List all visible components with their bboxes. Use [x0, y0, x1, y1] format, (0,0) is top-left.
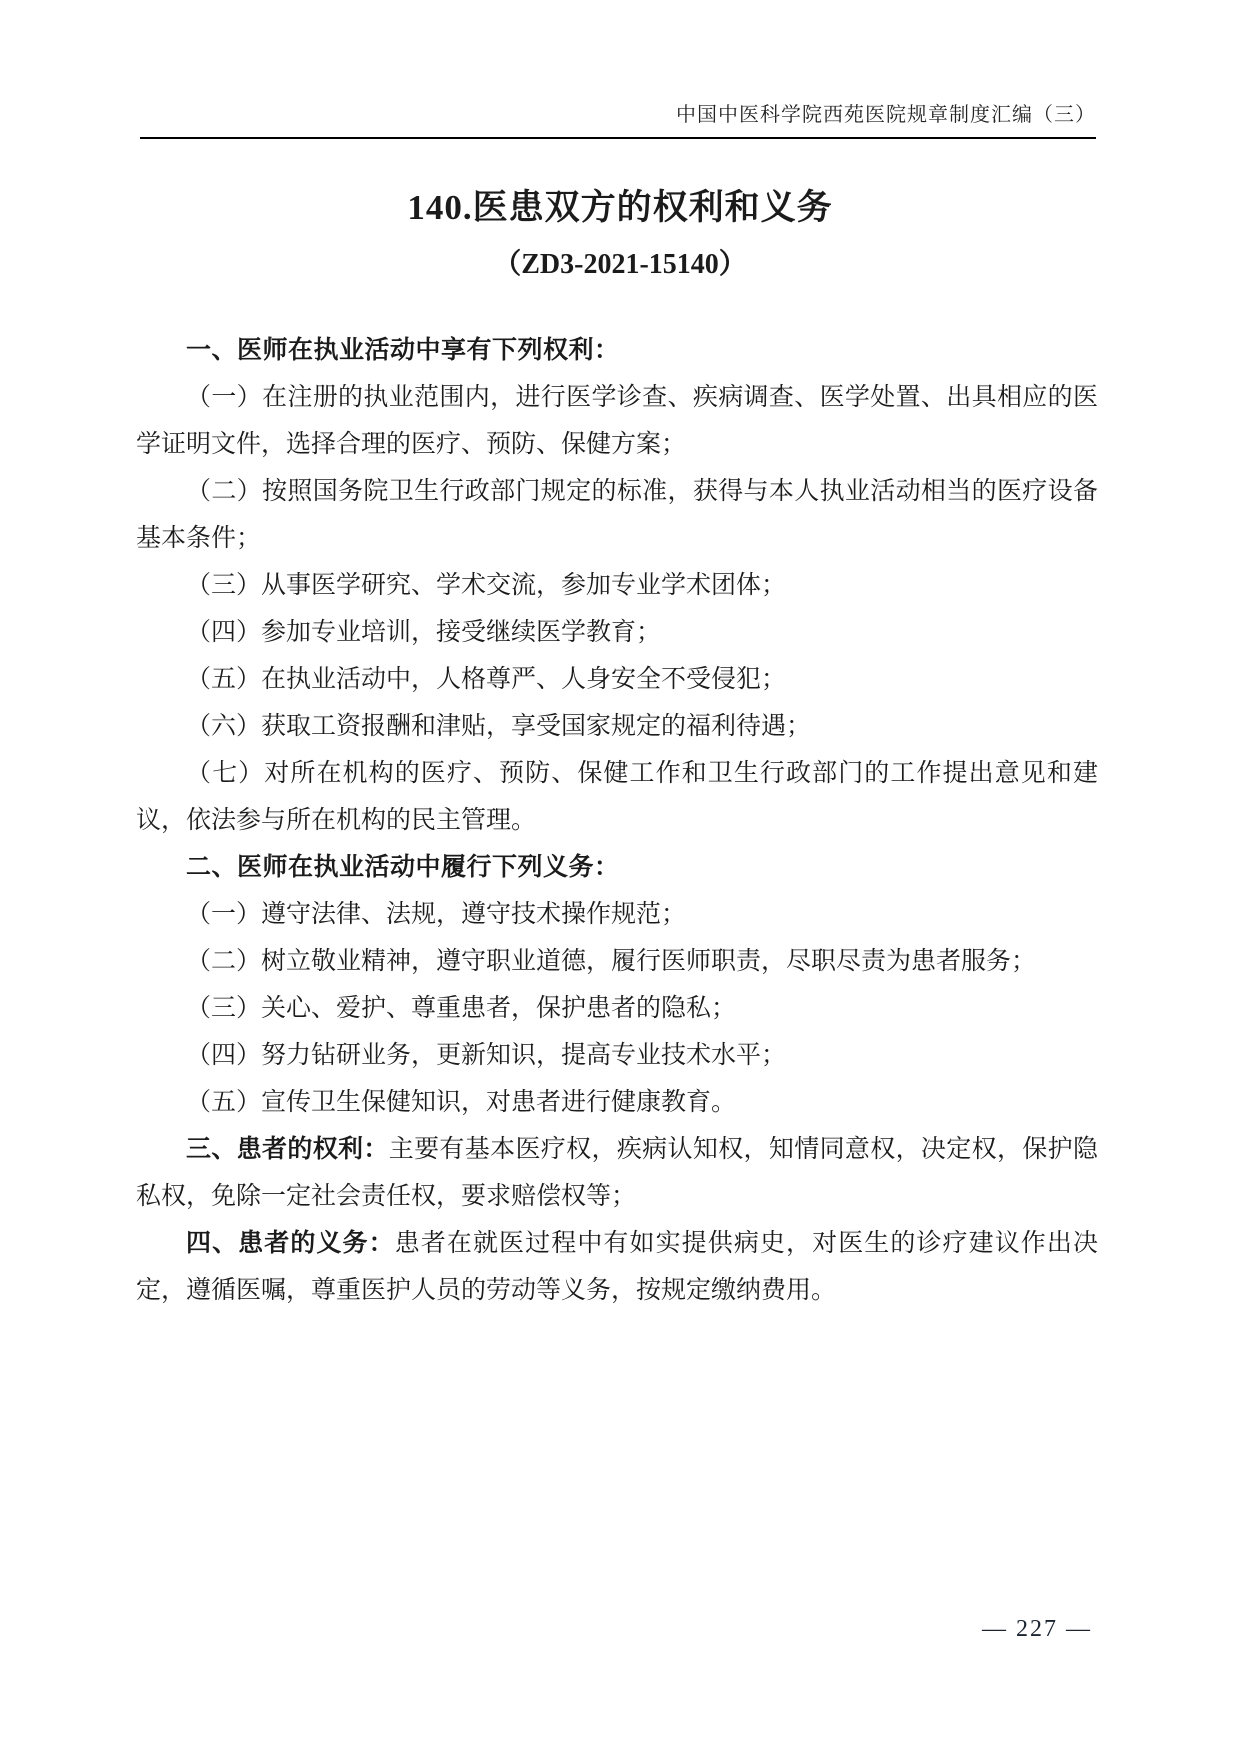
paragraph [136, 1079, 1098, 1126]
paragraph [136, 1032, 1098, 1079]
paragraph [136, 609, 1098, 656]
paragraph-text: （六）获取工资报酬和津贴，享受国家规定的福利待遇； [186, 713, 812, 740]
paragraph [136, 938, 1098, 985]
paragraph-text: 患者在就医过程中有如实提供病史，对医生的诊疗建议作出决定，遵循医嘱，尊重医护人员的劳动等义务，按规定缴纳费用。 [136, 1230, 1098, 1304]
paragraph-text: （五）宣传卫生保健知识，对患者进行健康教育。 [186, 1089, 737, 1116]
paragraph [136, 1126, 1098, 1220]
paragraph-text: （二）按照国务院卫生行政部门规定的标准，获得与本人执业活动相当的医疗设备基本条件； [136, 478, 1098, 552]
document-code: （ZD3-2021-15140） [493, 249, 747, 280]
paragraph-text: （四）努力钻研业务，更新知识，提高专业技术水平； [186, 1042, 787, 1069]
paragraph-text: （一）在注册的执业范围内，进行医学诊查、疾病调查、医学处置、出具相应的医学证明文件，选择合理的医疗、预防、保健方案； [136, 384, 1098, 458]
paragraph [136, 327, 1098, 374]
page-header [140, 0, 1096, 129]
paragraph [136, 844, 1098, 891]
paragraph-text: （五）在执业活动中，人格尊严、人身安全不受侵犯； [186, 666, 787, 693]
paragraph [136, 1220, 1098, 1314]
paragraph [136, 468, 1098, 562]
page-footer [982, 1612, 1092, 1646]
paragraph-text: （三）从事医学研究、学术交流，参加专业学术团体； [186, 572, 787, 599]
header-rule [140, 137, 1096, 139]
paragraph [136, 656, 1098, 703]
booklet-title: 中国中医科学院西苑医院规章制度汇编（三） [676, 104, 1096, 126]
paragraph-text: （四）参加专业培训，接受继续医学教育； [186, 619, 662, 646]
paragraph [136, 750, 1098, 844]
paragraph-lead: 一、医师在执业活动中享有下列权利： [186, 336, 620, 364]
paragraph-lead: 二、医师在执业活动中履行下列义务： [186, 853, 620, 881]
paragraph-lead: 四、患者的义务： [186, 1229, 395, 1257]
paragraph-text: （一）遵守法律、法规，遵守技术操作规范； [186, 901, 687, 928]
paragraph-text: （三）关心、爱护、尊重患者，保护患者的隐私； [186, 995, 737, 1022]
document-body [136, 327, 1098, 1314]
paragraph-text: （二）树立敬业精神，遵守职业道德，履行医师职责，尽职尽责为患者服务； [186, 948, 1037, 975]
paragraph [136, 374, 1098, 468]
document-title: 140.医患双方的权利和义务 [407, 188, 833, 227]
paragraph [136, 891, 1098, 938]
paragraph-lead: 三、患者的权利： [186, 1135, 389, 1163]
paragraph [136, 985, 1098, 1032]
paragraph [136, 703, 1098, 750]
paragraph-text: （七）对所在机构的医疗、预防、保健工作和卫生行政部门的工作提出意见和建议，依法参与所在机构的民主管理。 [136, 760, 1098, 834]
page-number: — 227 — [982, 1616, 1092, 1642]
paragraph [136, 562, 1098, 609]
paragraph-text: 主要有基本医疗权，疾病认知权，知情同意权，决定权，保护隐私权，免除一定社会责任权，要求赔偿权等； [136, 1136, 1098, 1210]
